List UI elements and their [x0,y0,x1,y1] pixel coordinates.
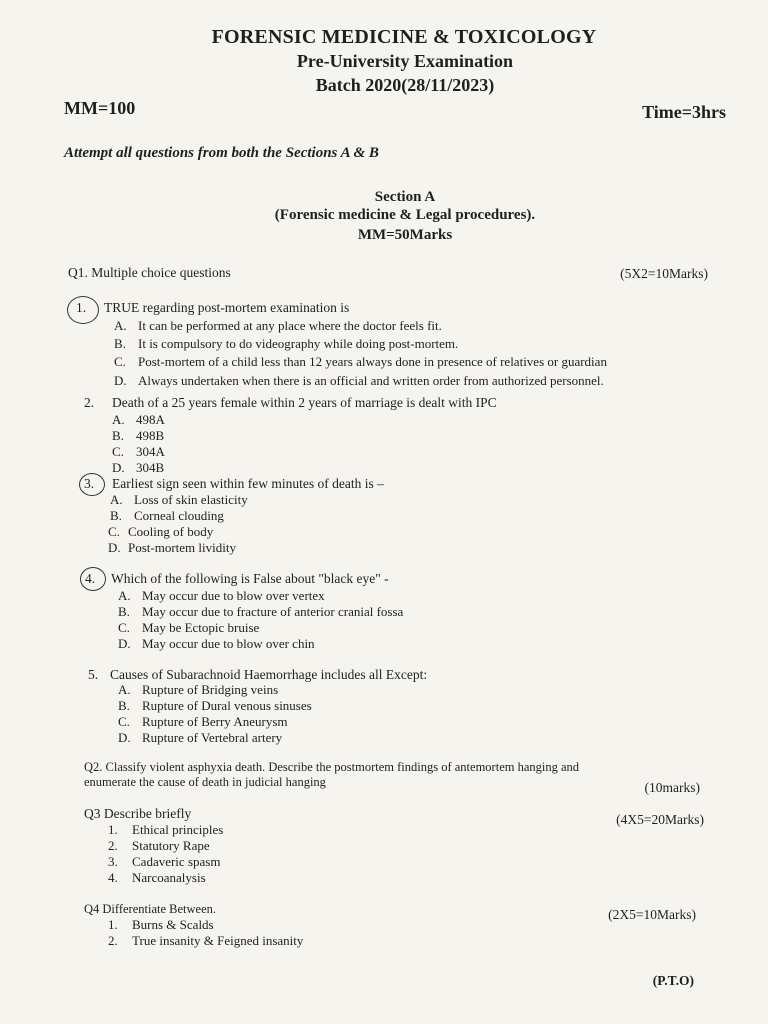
exam-batch: Batch 2020(28/11/2023) [315,75,495,95]
item-number: 5. [88,667,99,682]
q1-item-5 [88,667,427,683]
item-number: 3. [84,476,95,491]
option: B. Corneal clouding [110,508,224,523]
option: A. It can be performed at any place where the doctor feels fit. [114,318,442,333]
item-number: 1. [76,300,87,315]
q4-item: 2. True insanity & Feigned insanity [108,933,304,948]
option: A. Loss of skin elasticity [110,492,248,507]
option: C. Post-mortem of a child less than 12 years always done in presence of relatives or guardian [114,354,607,369]
q3-item: 1. Ethical principles [108,822,224,837]
option: D. Rupture of Vertebral artery [118,730,283,745]
q2-marks: (10marks) [644,780,700,795]
item-text: Which of the following is False about "black eye" - [111,571,389,586]
section-a-subtitle: (Forensic medicine & Legal procedures). [274,207,536,223]
item-number: 2. [84,395,95,410]
section-a-marks: MM=50Marks [357,227,453,243]
item-text: Death of a 25 years female within 2 years of marriage is dealt with IPC [112,395,497,410]
option: D. Post-mortem lividity [108,540,236,555]
q3-label: Q3 Describe briefly [84,806,192,821]
exam-time: Time=3hrs [642,102,726,122]
q1-label: Q1. Multiple choice questions [68,265,231,280]
option: B. It is compulsory to do videography while doing post-mortem. [114,336,459,351]
option: C. May be Ectopic bruise [118,620,260,635]
item-text: TRUE regarding post-mortem examination is [104,300,350,315]
max-marks: MM=100 [64,98,136,118]
q1-item-3 [84,476,384,492]
exam-subtitle: Pre-University Examination [296,51,514,71]
q3-marks: (4X5=20Marks) [616,812,704,827]
option: A. 498A [112,412,165,427]
option: C. 304A [112,444,165,459]
option: D. May occur due to blow over chin [118,636,315,651]
option: C. Rupture of Berry Aneurysm [118,714,288,729]
q1-item-1 [76,300,349,316]
q4-marks: (2X5=10Marks) [608,907,696,922]
q1-item-4 [85,571,389,587]
item-number: 4. [85,571,96,586]
option: D. 304B [112,460,165,475]
section-a-title: Section A [374,189,436,205]
option: B. Rupture of Dural venous sinuses [118,698,312,713]
option: A. May occur due to blow over vertex [118,588,325,603]
q4-label: Q4 Differentiate Between. [84,902,217,916]
option: D. Always undertaken when there is an official and written order from authorized personnel. [114,373,604,388]
q1-item-2 [84,395,497,411]
option: B. May occur due to fracture of anterior cranial fossa [118,604,404,619]
exam-title: FORENSIC MEDICINE & TOXICOLOGY [211,26,597,48]
q2-line-2: enumerate the cause of death in judicial hanging [84,775,326,789]
item-text: Causes of Subarachnoid Haemorrhage includes all Except: [110,667,428,682]
option: A. Rupture of Bridging veins [118,682,279,697]
q3-item: 4. Narcoanalysis [108,870,206,885]
q2-line-1: Q2. Classify violent asphyxia death. Describe the postmortem findings of antemortem hanging and [84,760,580,774]
q4-item: 1. Burns & Scalds [108,917,214,932]
option: B. 498B [112,428,165,443]
q3-item: 3. Cadaveric spasm [108,854,221,869]
item-text: Earliest sign seen within few minutes of death is – [112,476,384,491]
option: C. Cooling of body [108,524,214,539]
pto-note: (P.T.O) [652,973,694,988]
q1-marks: (5X2=10Marks) [620,266,708,281]
q3-item: 2. Statutory Rape [108,838,210,853]
instruction: Attempt all questions from both the Sections A & B [64,145,379,161]
